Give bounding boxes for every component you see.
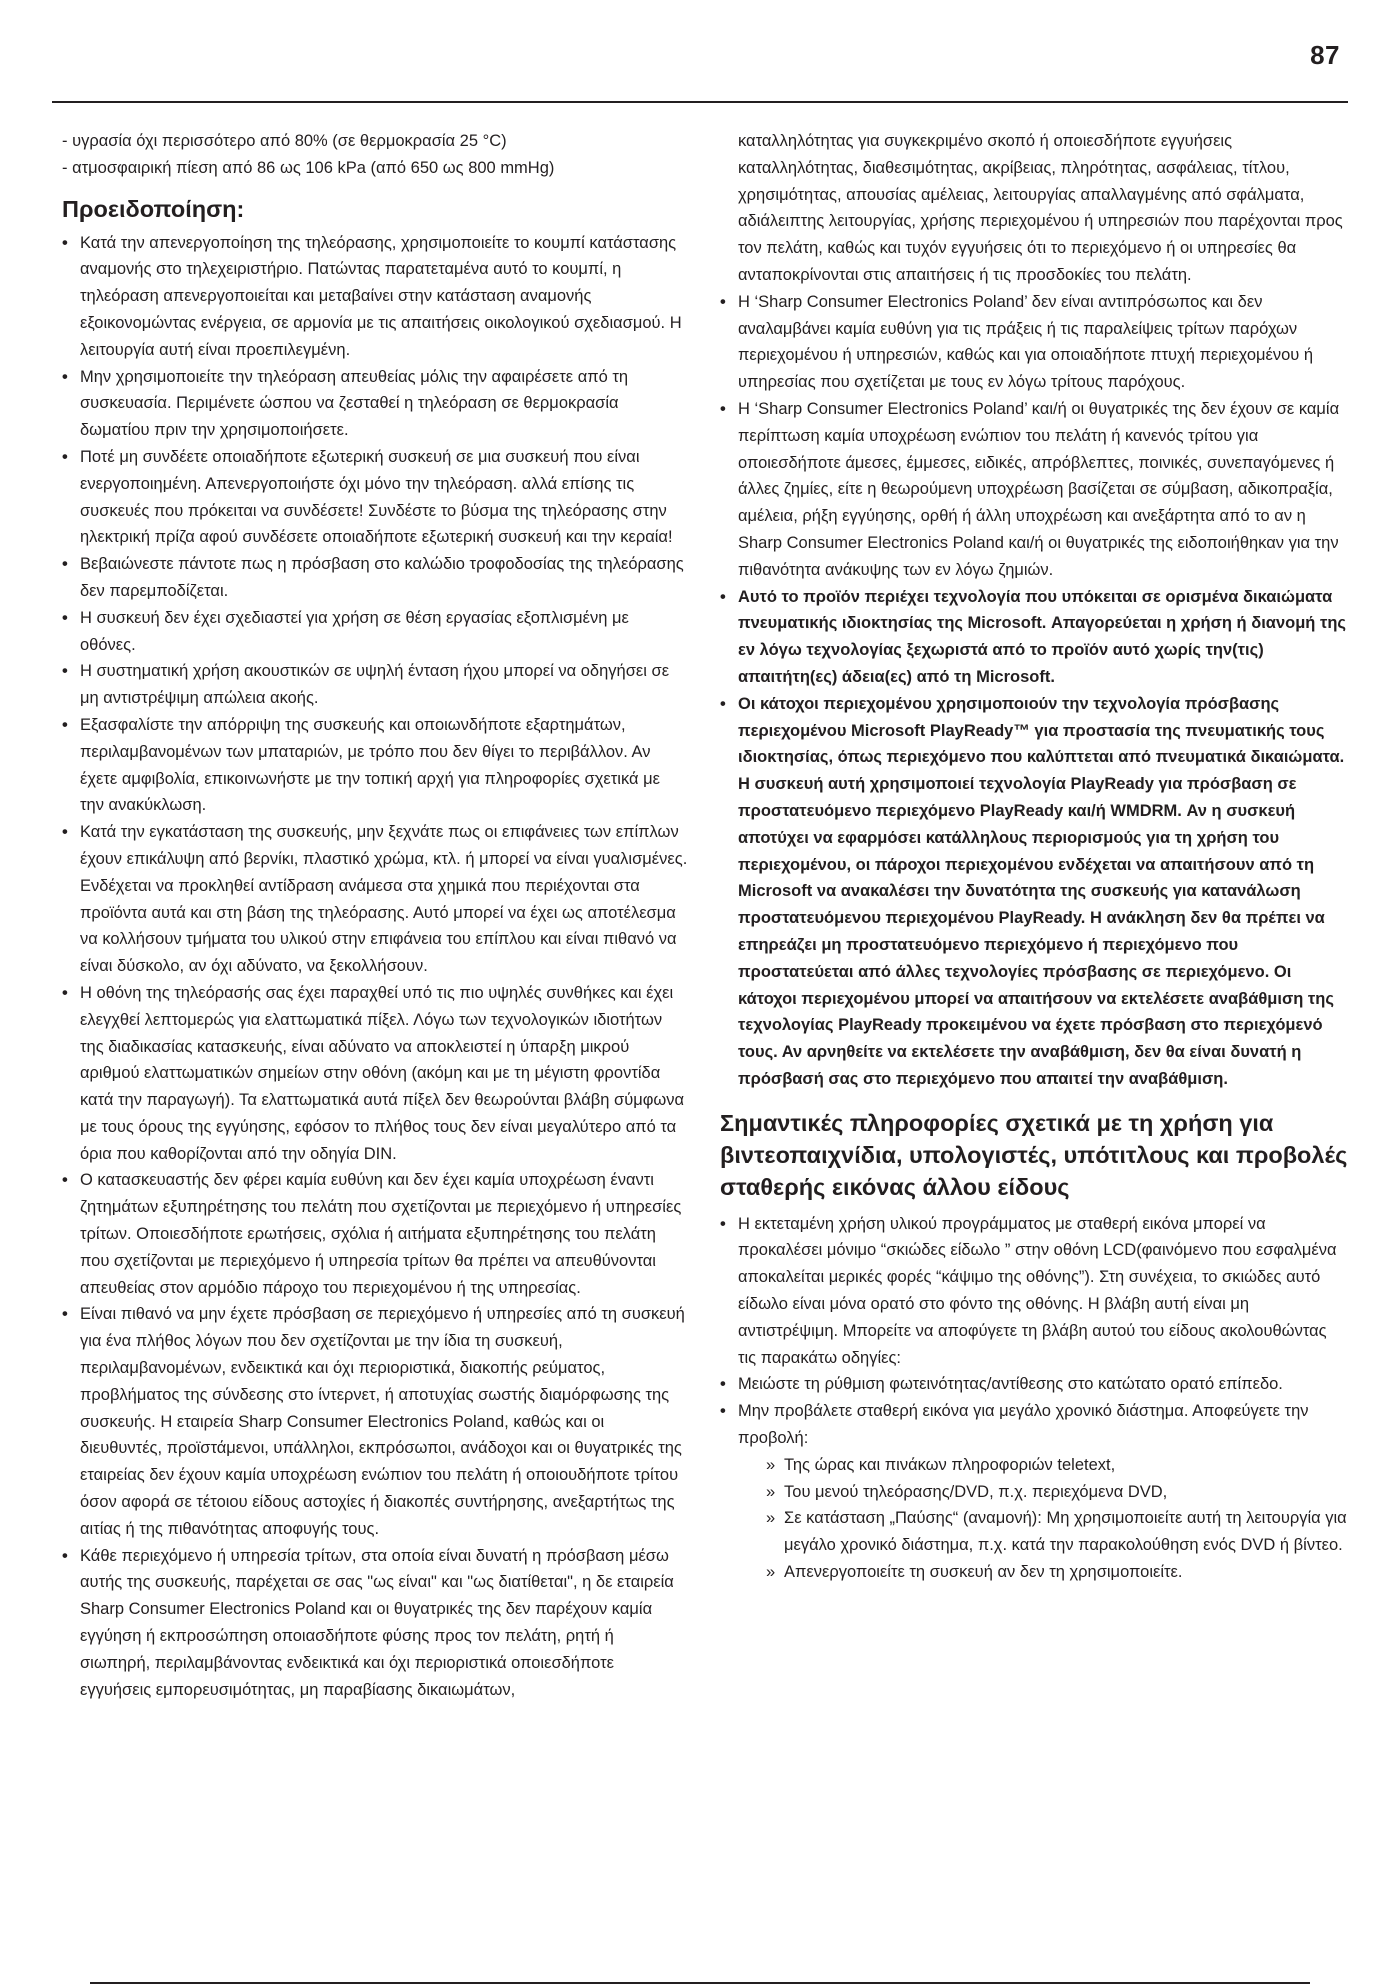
warning-heading: Προειδοποίηση: bbox=[62, 195, 245, 222]
left-column bbox=[62, 128, 688, 1703]
continuation-text: καταλληλότητας για συγκεκριμένο σκοπό ή οποιεσδήποτε εγγυήσεις καταλληλότητας, διαθεσιμότητας, ακρίβειας, πληρότητας, ασφάλειας, τίτλου, χρησιμότητας, απουσίας αμέλειας, λειτουργίας απαλλαγμένης από σφάλματα, αδιάλειπτης λειτουργίας, χρήσης περιεχομένου ή υπηρεσιών που παρέχονται προς τον πελάτη, καθώς και τυχόν εγγυήσεις ότι το περιεχόμενο ή οι υπηρεσίες θα ανταποκρίνονται στις απαιτήσεις ή τις προσδοκίες του πελάτη. bbox=[738, 132, 1343, 284]
list-item: • Η εκτεταμένη χρήση υλικού προγράμματος με σταθερή εικόνα μπορεί να προκαλέσει μόνιμο “σκιώδες είδωλο ” στην οθόνη LCD(φαινόμενο που εσφαλμένα αποκαλείται μερικές φορές “κάψιμο της οθόνης”). Στη συνέχεια, το σκιώδες αυτό είδωλο είναι μόνα ορατό στο φόντο της οθόνης. Η βλάβη αυτή είναι μη αντιστρέψιμη. Μπορείτε να αποφύγετε τη βλάβη αυτού του είδους ακολουθώντας τις παρακάτω οδηγίες: bbox=[720, 1211, 1348, 1372]
list-item: • Εξασφαλίστε την απόρριψη της συσκευής και οποιωνδήποτε εξαρτημάτων, περιλαμβανομένων των μπαταριών, με τρόπο που δεν θίγει το περιβάλλον. Αν έχετε αμφιβολία, επικοινωνήστε με την τοπική αρχή για πληροφορίες σχετικά με την ανακύκλωση. bbox=[62, 712, 688, 819]
list-item-text: Μην προβάλετε σταθερή εικόνα για μεγάλο χρονικό διάστημα. Αποφεύγετε την προβολή: bbox=[738, 1402, 1309, 1448]
static-image-heading: Σημαντικές πληροφορίες σχετικά με τη χρήση για βιντεοπαιχνίδια, υπολογιστές, υπότιτλους και προβολές σταθερής εικόνας άλλου είδους bbox=[720, 1109, 1348, 1200]
sub-list-item: » Σε κατάσταση „Παύσης“ (αναμονή): Μη χρησιμοποιείτε αυτή τη λειτουργία για μεγάλο χρονικό διάστημα, π.χ. κατά την παρακολούθηση ενός DVD ή βίντεο. bbox=[766, 1505, 1348, 1559]
microsoft-notice: • Αυτό το προϊόν περιέχει τεχνολογία που υπόκειται σε ορισμένα δικαιώματα πνευματικής ιδιοκτησίας της Microsoft. Απαγορεύεται η χρήση ή διανομή της εν λόγω τεχνολογίας ξεχωριστά από το προϊόν αυτό χωρίς την(τις) απαιτήτη(ες) άδεια(ες) από τη Microsoft. bbox=[720, 584, 1348, 691]
page-number: 87 bbox=[1310, 40, 1340, 70]
list-item bbox=[720, 1398, 1348, 1452]
top-divider bbox=[52, 101, 1348, 103]
static-image-list bbox=[720, 1211, 1348, 1452]
list-item: • Κάθε περιεχόμενο ή υπηρεσία τρίτων, στα οποία είναι δυνατή η πρόσβαση μέσω αυτής της συσκευής, παρέχεται σε σας "ως είναι" και "ως διατίθεται", η δε εταιρεία Sharp Consumer Electronics Poland και οι θυγατρικές της δεν παρέχουν καμία εγγύηση ή εκπροσώπηση οποιασδήποτε φύσης προς τον πελάτη, ρητή ή σιωπηρή, περιλαμβάνοντας ενδεικτικά και όχι περιοριστικά οποιεσδήποτε εγγυήσεις εμπορευσιμότητας, μη παραβίασης δικαιωμάτων, bbox=[62, 1543, 688, 1704]
list-item: • Είναι πιθανό να μην έχετε πρόσβαση σε περιεχόμενο ή υπηρεσίες από τη συσκευή για ένα πλήθος λόγων που δεν σχετίζονται με την ίδια τη συσκευή, περιλαμβανομένων, ενδεικτικά και όχι περιοριστικά, διακοπής ρεύματος, προβλήματος της σύνδεσης στο ίντερνετ, ή αποτυχίας σωστής διαμόρφωσης της συσκευής. Η εταιρεία Sharp Consumer Electronics Poland, καθώς και οι διευθυντές, προϊστάμενοι, υπάλληλοι, εκπρόσωποι, ανάδοχοι και οι θυγατρικές της εταιρείας δεν έχουν καμία υποχρέωση ενώπιον του πελάτη ή οποιουδήποτε τρίτου όσον αφορά σε τέτοιου είδους αστοχίες ή διακοπές συντήρησης, ανεξαρτήτως της αιτίας ή της πιθανότητας αποφυγής τους. bbox=[62, 1301, 688, 1542]
avoid-list bbox=[720, 1452, 1348, 1586]
list-item: • Κατά την εγκατάσταση της συσκευής, μην ξεχνάτε πως οι επιφάνειες των επίπλων έχουν επικάλυψη από βερνίκι, πλαστικό χρώμα, κτλ. ή μπορεί να είναι γυαλισμένες. Ενδέχεται να προκληθεί αντίδραση ανάμεσα στα χημικά που περιέχονται στα προϊόντα αυτά και στη βάση της τηλεόρασης. Αυτό μπορεί να έχει ως αποτέλεσμα να κολλήσουν τμήματα του υλικού στην επιφάνεια του επίπλου και είναι πιθανό να είναι δύσκολο, αν όχι αδύνατο, να ξεκολλήσουν. bbox=[62, 819, 688, 980]
list-item: • Μειώστε τη ρύθμιση φωτεινότητας/αντίθεσης στο κατώτατο ορατό επίπεδο. bbox=[720, 1371, 1348, 1398]
warning-list bbox=[62, 230, 688, 1704]
bottom-divider bbox=[90, 1982, 1310, 1984]
list-item: • Βεβαιώνεστε πάντοτε πως η πρόσβαση στο καλώδιο τροφοδοσίας της τηλεόρασης δεν παρεμποδίζεται. bbox=[62, 551, 688, 605]
list-item: • Η συστηματική χρήση ακουστικών σε υψηλή ένταση ήχου μπορεί να οδηγήσει σε μη αντιστρέψιμη απώλεια ακοής. bbox=[62, 658, 688, 712]
sub-list-item: » Του μενού τηλεόρασης/DVD, π.χ. περιεχόμενα DVD, bbox=[766, 1479, 1348, 1506]
playready-notice: • Οι κάτοχοι περιεχομένου χρησιμοποιούν την τεχνολογία πρόσβασης περιεχομένου Microsoft PlayReady™ για προστασία της πνευματικής τους ιδιοκτησίας, όπως περιεχόμενο που καλύπτεται από πνευματικά δικαιώματα. Η συσκευή αυτή χρησιμοποιεί τεχνολογία PlayReady για πρόσβαση σε προστατευόμενο περιεχόμενο PlayReady και/ή WMDRM. Αν η συσκευή αποτύχει να εφαρμόσει κατάλληλους περιορισμούς για τη χρήση του περιεχομένου, οι πάροχοι περιεχομένου ενδέχεται να απαιτήσουν από τη Microsoft να ανακαλέσει την δυνατότητα της συσκευής για κατανάλωση προστατευόμενου περιεχομένου PlayReady. Η ανάκληση δεν θα πρέπει να επηρεάζει μη προστατευόμενο περιεχόμενο ή περιεχόμενο που προστατεύεται από άλλες τεχνολογίες πρόσβασης σε περιεχόμενο. Οι κάτοχοι περιεχομένου μπορεί να απαιτήσουν να εκτελέσετε αναβάθμιση της τεχνολογίας PlayReady προκειμένου να έχετε πρόσβαση στο περιεχόμενό τους. Αν αρνηθείτε να εκτελέσετε την αναβάθμιση, δεν θα είναι δυνατή η πρόσβασή σας στο περιεχόμενο που απαιτεί την αναβάθμιση. bbox=[720, 691, 1348, 1093]
list-item: • Κατά την απενεργοποίηση της τηλεόρασης, χρησιμοποιείτε το κουμπί κατάστασης αναμονής στο τηλεχειριστήριο. Πατώντας παρατεταμένα αυτό το κουμπί, η τηλεόραση απενεργοποιείται και μεταβαίνει στην κατάσταση αναμονής εξοικονομώντας ενέργεια, σε αρμονία με τις απαιτήσεις οικολογικού σχεδιασμού. Η λειτουργία αυτή είναι προεπιλεγμένη. bbox=[62, 230, 688, 364]
sub-list-item: » Της ώρας και πινάκων πληροφοριών teletext, bbox=[766, 1452, 1348, 1479]
list-item: • Μην χρησιμοποιείτε την τηλεόραση απευθείας μόλις την αφαιρέσετε από τη συσκευασία. Περιμένετε ώσπου να ζεσταθεί η τηλεόραση σε θερμοκρασία δωματίου πριν την χρησιμοποιήσετε. bbox=[62, 364, 688, 444]
list-item: • Η συσκευή δεν έχει σχεδιαστεί για χρήση σε θέση εργασίας εξοπλισμένη με οθόνες. bbox=[62, 605, 688, 659]
list-item: • Ποτέ μη συνδέετε οποιαδήποτε εξωτερική συσκευή σε μια συσκευή που είναι ενεργοποιημένη. Απενεργοποιήστε όχι μόνο την τηλεόραση. αλλά επίσης τις συσκευές που πρόκειται να συνδέσετε! Συνδέστε το βύσμα της τηλεόρασης στην ηλεκτρική πρίζα αφού συνδέσετε οποιαδήποτε εξωτερική συσκευή και την κεραία! bbox=[62, 444, 688, 551]
list-item: • Η ‘Sharp Consumer Electronics Poland’ και/ή οι θυγατρικές της δεν έχουν σε καμία περίπτωση καμία υποχρέωση ενώπιον του πελάτη ή κανενός τρίτου για οποιεσδήποτε άμεσες, έμμεσες, ειδικές, απρόβλεπτες, ποινικές, συνεπαγόμενες ή άλλες ζημίες, είτε η θεωρούμενη υποχρέωση βασίζεται σε σύμβαση, αδικοπραξία, αμέλεια, ρήξη εγγύησης, ορθή ή άλλη υποχρέωση και ανεξάρτητα από το αν η Sharp Consumer Electronics Poland και/ή οι θυγατρικές της ειδοποιήθηκαν για την πιθανότητα ανάκυψης των εν λόγω ζημιών. bbox=[720, 396, 1348, 584]
list-item: • Η ‘Sharp Consumer Electronics Poland’ δεν είναι αντιπρόσωπος και δεν αναλαμβάνει καμία ευθύνη για τις πράξεις ή τις παραλείψεις τρίτων παρόχων περιεχομένου ή υπηρεσιών, καθώς και για οποιαδήποτε πτυχή περιεχομένου ή υπηρεσίας που σχετίζεται με τους εν λόγω τρίτους παρόχους. bbox=[720, 289, 1348, 396]
intro-humidity: - υγρασία όχι περισσότερο από 80% (σε θερμοκρασία 25 °C) bbox=[62, 132, 507, 150]
list-item: • Η οθόνη της τηλεόρασής σας έχει παραχθεί υπό τις πιο υψηλές συνθήκες και έχει ελεγχθεί λεπτομερώς για ελαττωματικά πίξελ. Λόγω των τεχνολογικών ιδιοτήτων της διαδικασίας κατασκευής, είναι αδύνατο να αποκλειστεί η ύπαρξη μικρού αριθμού ελαττωματικών σημείων στην οθόνη (ακόμη και με τη μέγιστη φροντίδα κατά την παραγωγή). Τα ελαττωματικά αυτά πίξελ δεν θεωρούνται βλάβη σύμφωνα με τους όρους της εγγύησης, εφόσον το πλήθος τους δεν είναι μεγαλύτερο από τα όρια που καθορίζονται από την οδηγία DIN. bbox=[62, 980, 688, 1168]
right-column bbox=[720, 128, 1348, 1586]
sub-list-item: » Απενεργοποιείτε τη συσκευή αν δεν τη χρησιμοποιείτε. bbox=[766, 1559, 1348, 1586]
list-item: • Ο κατασκευαστής δεν φέρει καμία ευθύνη και δεν έχει καμία υποχρέωση έναντι ζητημάτων εξυπηρέτησης του πελάτη που σχετίζονται με περιεχόμενο ή υπηρεσίες τρίτων. Οποιεσδήποτε ερωτήσεις, σχόλια ή αιτήματα εξυπηρέτησης του πελάτη που σχετίζονται με περιεχόμενο ή υπηρεσία τρίτων θα πρέπει να απευθύνονται απευθείας στον αρμόδιο πάροχο του περιεχομένου ή της υπηρεσίας. bbox=[62, 1167, 688, 1301]
liability-list bbox=[720, 289, 1348, 1093]
intro-pressure: - ατμοσφαιρική πίεση από 86 ως 106 kPa (από 650 ως 800 mmHg) bbox=[62, 158, 555, 177]
